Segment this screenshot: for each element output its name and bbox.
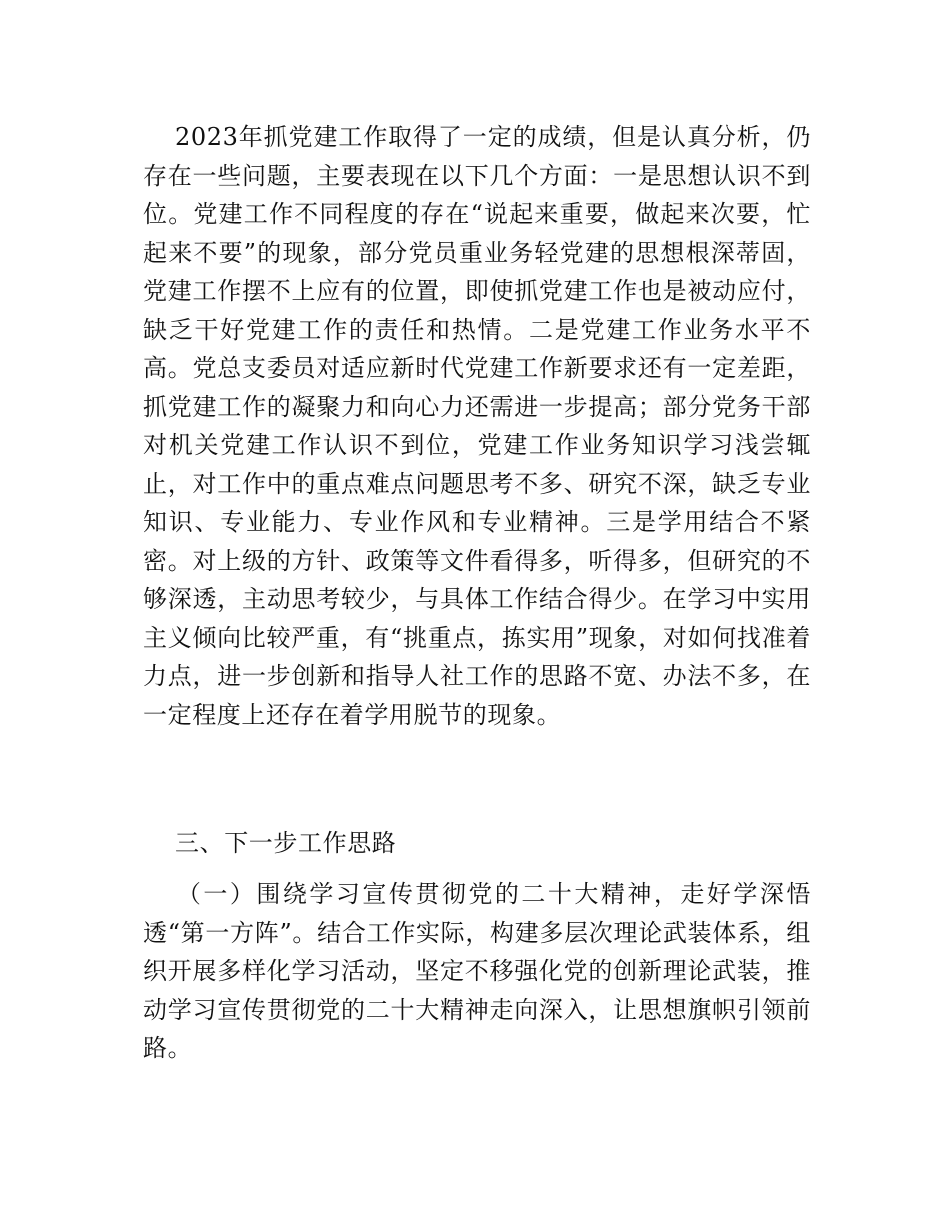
section-heading bbox=[143, 824, 811, 863]
body-paragraph bbox=[143, 118, 811, 734]
section-heading-text: 三、下一步工作思路 bbox=[175, 829, 397, 857]
paragraph-text: 2023年抓党建工作取得了一定的成绩，但是认真分析，仍存在一些问题，主要表现在以下几个方面：一是思想认识不到位。党建工作不同程度的存在“说起来重要，做起来次要，忙起来不要”的现象，部分党员重业务轻党建的思想根深蒂固，党建工作摆不上应有的位置，即使抓党建工作也是被动应付，缺乏干好党建工作的责任和热情。二是党建工作业务水平不高。党总支委员对适应新时代党建工作新要求还有一定差距，抓党建工作的凝聚力和向心力还需进一步提高；部分党务干部对机关党建工作认识不到位，党建工作业务知识学习浅尝辄止，对工作中的重点难点问题思考不多、研究不深，缺乏专业知识、专业能力、专业作风和专业精神。三是学用结合不紧密。对上级的方针、政策等文件看得多，听得多，但研究的不够深透，主动思考较少，与具体工作结合得少。在学习中实用主义倾向比较严重，有“挑重点，拣实用”现象，对如何找准着力点，进一步创新和指导人社工作的思路不宽、办法不多，在一定程度上还存在着学用脱节的现象。 bbox=[143, 123, 811, 729]
paragraph-text: （一）围绕学习宣传贯彻党的二十大精神，走好学深悟透“第一方阵”。结合工作实际，构建多层次理论武装体系，组织开展多样化学习活动，坚定不移强化党的创新理论武装，推动学习宣传贯彻党的二十大精神走向深入，让思想旗帜引领前路。 bbox=[143, 880, 811, 1062]
body-paragraph bbox=[143, 875, 811, 1068]
